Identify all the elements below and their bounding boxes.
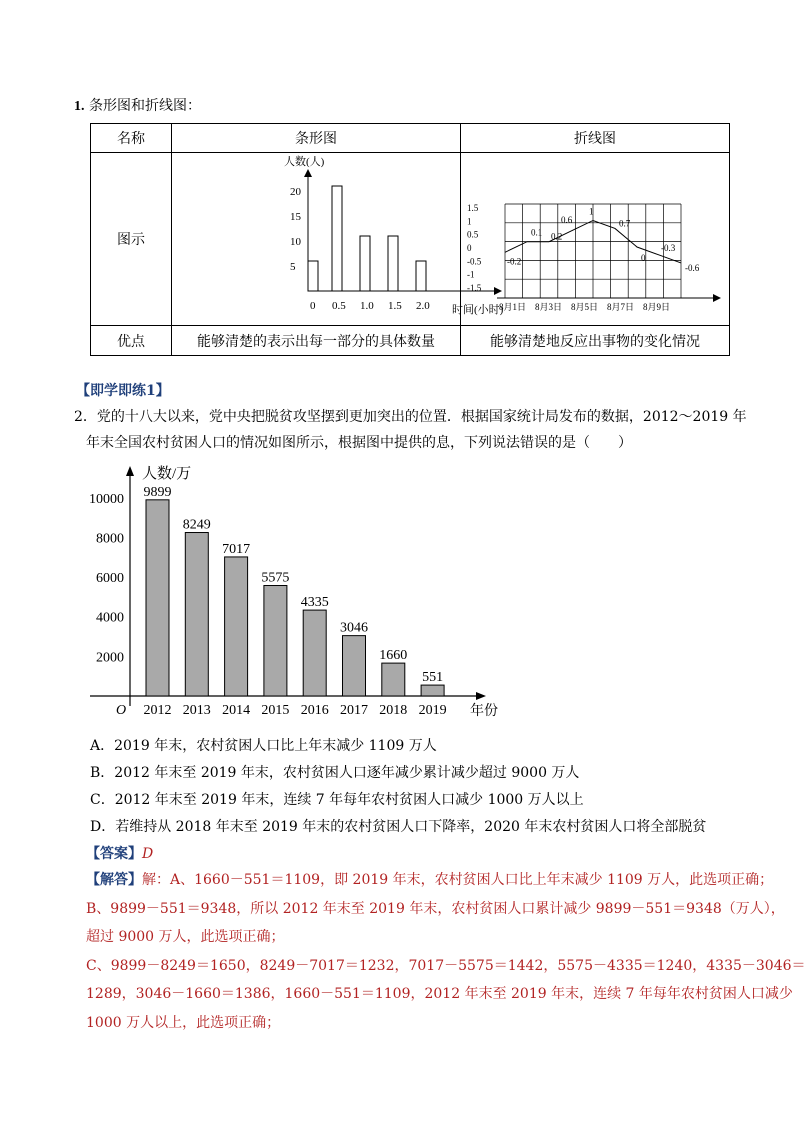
answer-line xyxy=(86,843,153,863)
header-line: 折线图 xyxy=(461,124,730,153)
y-tick-label: 20 xyxy=(290,186,301,198)
x-tick-label: 8月7日 xyxy=(607,302,635,312)
data-label: 8249 xyxy=(182,517,211,533)
data-label: 1660 xyxy=(379,648,408,664)
bar xyxy=(146,500,169,696)
bar xyxy=(360,236,370,291)
y-tick-label: 8000 xyxy=(96,531,124,547)
answer-value: D xyxy=(142,846,154,862)
table-figure-row xyxy=(91,153,730,326)
y-tick-label: 15 xyxy=(290,211,301,223)
y-tick-label: 1.5 xyxy=(467,203,479,214)
option-c: C．2012 年末至 2019 年末，连续 7 年每年农村贫困人口减少 1000 万人以上 xyxy=(90,792,584,808)
bar xyxy=(185,533,208,696)
header-bar: 条形图 xyxy=(172,124,461,153)
y-tick-label: 0 xyxy=(467,243,472,253)
data-label: 0.2 xyxy=(551,231,563,242)
bar xyxy=(303,610,326,696)
x-tick-label: 0 xyxy=(310,300,316,312)
x-tick-label: 2014 xyxy=(222,703,251,718)
y-tick-label: -1 xyxy=(467,269,475,280)
x-tick-label: 0.5 xyxy=(332,300,346,312)
x-axis-arrow xyxy=(713,294,721,302)
bar xyxy=(382,663,405,696)
question-line-2: 年末全国农村贫困人口的情况如图所示，根据图中提供的息，下列说法错误的是（ ） xyxy=(86,435,632,451)
y-tick-label: 10000 xyxy=(89,491,124,507)
y-tick-label: 5 xyxy=(290,261,296,273)
bar xyxy=(388,236,398,291)
mini-line-chart xyxy=(461,153,729,321)
x-tick-label: 2017 xyxy=(340,703,368,718)
mini-bar-chart xyxy=(172,153,504,321)
answer-label: 【答案】 xyxy=(86,846,142,862)
data-label: 3046 xyxy=(340,620,368,636)
x-axis-label: 年份 xyxy=(470,704,498,719)
option-b: B．2012 年末至 2019 年末，农村贫困人口逐年减少累计减少超过 9000 万人 xyxy=(90,765,580,781)
bar xyxy=(416,261,426,291)
y-axis-arrow xyxy=(126,466,134,476)
x-tick-label: 2013 xyxy=(182,703,211,718)
bar xyxy=(308,261,318,291)
y-tick-label: -1.5 xyxy=(467,282,482,293)
section-title xyxy=(74,95,201,115)
option-a: A．2019 年末，农村贫困人口比上年末减少 1109 万人 xyxy=(90,738,437,754)
data-label: -0.6 xyxy=(685,262,700,273)
analysis-line-5: 1289，3046－1660＝1386，1660－551＝1109，2012 年末至 2019 年末，连续 7 年每年农村贫困人口减少 xyxy=(86,986,793,1002)
y-tick-label: -0.5 xyxy=(467,256,482,267)
y-axis-label: 人数(人) xyxy=(284,156,325,168)
section-title-text: 条形图和折线图： xyxy=(88,98,201,114)
option-d: D．若维持从 2018 年末至 2019 年末的农村贫困人口下降率，2020 年末农村贫困人口将全部脱贫 xyxy=(90,819,707,835)
analysis-line-2: B、9899－551＝9348，所以 2012 年末至 2019 年末，农村贫困人口累计减少 9899－551＝9348（万人）， xyxy=(86,900,785,917)
x-tick-label: 2015 xyxy=(261,703,290,718)
practice-title: 【即学即练1】 xyxy=(76,383,170,399)
x-tick-label: 1.0 xyxy=(360,300,374,312)
data-label: 4335 xyxy=(300,595,329,611)
data-label: 551 xyxy=(422,670,444,686)
bar-pros: 能够清楚的表示出每一部分的具体数量 xyxy=(172,326,461,356)
y-tick-label: 10 xyxy=(290,236,301,248)
x-axis-label: 时间(小时) xyxy=(452,304,504,316)
poverty-bar-chart xyxy=(90,458,510,726)
data-label: 9899 xyxy=(143,484,172,500)
x-axis-arrow xyxy=(476,692,486,700)
y-tick-label: 6000 xyxy=(96,571,124,587)
question-number: 2． xyxy=(74,409,97,425)
data-label: 7017 xyxy=(222,541,251,557)
comparison-table xyxy=(90,123,730,356)
bar xyxy=(421,685,444,696)
y-tick-label: 1 xyxy=(467,216,472,227)
x-tick-label: 2012 xyxy=(143,703,172,718)
mini-line-cell xyxy=(461,153,730,326)
data-label: 5575 xyxy=(261,570,290,586)
data-label: -0.2 xyxy=(507,256,522,267)
question-text xyxy=(74,404,747,456)
x-tick-label: 2019 xyxy=(418,703,447,718)
analysis-line-4: C、9899－8249＝1650，8249－7017＝1232，7017－5575＝1442，5575－4335＝1240，4335－3046＝ xyxy=(86,957,806,974)
x-tick-label: 8月3日 xyxy=(535,302,563,312)
x-tick-label: 8月9日 xyxy=(643,302,671,312)
x-tick-label: 1.5 xyxy=(388,300,402,312)
analysis-line-3: 超过 9000 万人，此选项正确； xyxy=(86,929,285,945)
data-label: 0.1 xyxy=(531,227,543,238)
mini-bar-cell xyxy=(172,153,504,326)
y-axis-label: 人数/万 xyxy=(142,466,192,482)
data-label: -0.3 xyxy=(661,242,676,253)
bar xyxy=(332,186,342,291)
analysis-label: 【解答】 xyxy=(86,872,142,888)
data-label: 1 xyxy=(589,206,594,217)
row-label-pros: 优点 xyxy=(91,326,172,356)
data-label: 0 xyxy=(641,253,646,263)
analysis-line-6: 1000 万人以上，此选项正确； xyxy=(86,1014,281,1031)
analysis-line-1: 解：A、1660－551＝1109，即 2019 年末，农村贫困人口比上年末减少 1109 万人，此选项正确； xyxy=(142,872,774,888)
y-tick-label: 4000 xyxy=(96,610,124,626)
table-header-row xyxy=(91,124,730,153)
origin-label: O xyxy=(116,703,127,718)
line-pros: 能够清楚地反应出事物的变化情况 xyxy=(461,326,730,356)
x-tick-label: 2016 xyxy=(300,703,329,718)
x-tick-label: 8月5日 xyxy=(571,302,599,312)
x-tick-label: 8月1日 xyxy=(499,302,527,312)
section-number: 1. xyxy=(74,99,85,114)
y-tick-label: 0.5 xyxy=(467,229,479,240)
x-tick-label: 2018 xyxy=(379,703,408,718)
data-label: 0.6 xyxy=(561,215,573,226)
data-label: 0.7 xyxy=(619,218,631,229)
bar xyxy=(225,557,248,696)
question-line-1: 党的十八大以来，党中央把脱贫攻坚摆到更加突出的位置．根据国家统计局发布的数据，2012～2019 年 xyxy=(96,409,747,425)
y-tick-label: 2000 xyxy=(96,650,124,666)
bar xyxy=(343,636,366,696)
row-label-figure: 图示 xyxy=(91,153,172,326)
analysis-block xyxy=(86,866,806,1037)
header-name: 名称 xyxy=(91,124,172,153)
bar xyxy=(264,586,287,696)
table-pros-row xyxy=(91,326,730,356)
y-axis-arrow xyxy=(304,169,312,177)
x-tick-label: 2.0 xyxy=(416,300,430,312)
